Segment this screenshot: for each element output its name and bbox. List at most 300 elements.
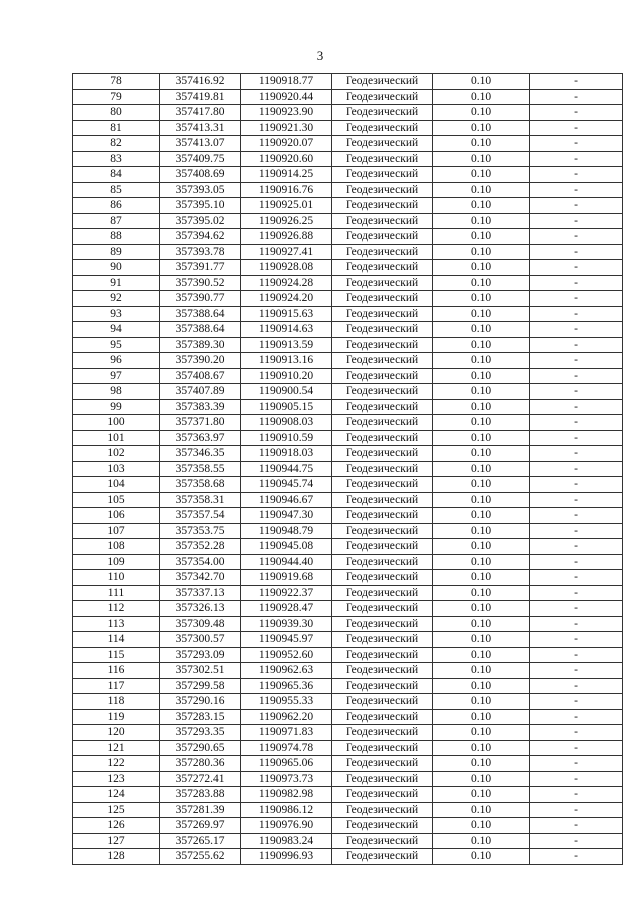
x-coordinate-cell: 357283.15 <box>160 709 241 725</box>
y-coordinate-cell: 1190918.77 <box>241 74 332 90</box>
y-coordinate-cell: 1190924.20 <box>241 291 332 307</box>
accuracy-cell: 0.10 <box>433 182 530 198</box>
x-coordinate-cell: 357407.89 <box>160 384 241 400</box>
y-coordinate-cell: 1190923.90 <box>241 105 332 121</box>
x-coordinate-cell: 357395.10 <box>160 198 241 214</box>
table-row <box>73 477 623 493</box>
x-coordinate-cell: 357390.77 <box>160 291 241 307</box>
x-coordinate-cell: 357417.80 <box>160 105 241 121</box>
method-cell: Геодезический <box>332 616 433 632</box>
table-row <box>73 399 623 415</box>
accuracy-cell: 0.10 <box>433 322 530 338</box>
point-number-cell: 89 <box>73 244 160 260</box>
note-cell: - <box>530 120 623 136</box>
point-number-cell: 105 <box>73 492 160 508</box>
note-cell: - <box>530 260 623 276</box>
accuracy-cell: 0.10 <box>433 833 530 849</box>
x-coordinate-cell: 357388.64 <box>160 322 241 338</box>
x-coordinate-cell: 357388.64 <box>160 306 241 322</box>
accuracy-cell: 0.10 <box>433 198 530 214</box>
point-number-cell: 79 <box>73 89 160 105</box>
note-cell: - <box>530 446 623 462</box>
accuracy-cell: 0.10 <box>433 771 530 787</box>
y-coordinate-cell: 1190900.54 <box>241 384 332 400</box>
table-row <box>73 353 623 369</box>
table-row <box>73 446 623 462</box>
y-coordinate-cell: 1190965.36 <box>241 678 332 694</box>
accuracy-cell: 0.10 <box>433 725 530 741</box>
note-cell: - <box>530 105 623 121</box>
y-coordinate-cell: 1190926.88 <box>241 229 332 245</box>
x-coordinate-cell: 357346.35 <box>160 446 241 462</box>
note-cell: - <box>530 275 623 291</box>
method-cell: Геодезический <box>332 368 433 384</box>
point-number-cell: 126 <box>73 818 160 834</box>
x-coordinate-cell: 357389.30 <box>160 337 241 353</box>
y-coordinate-cell: 1190971.83 <box>241 725 332 741</box>
x-coordinate-cell: 357413.07 <box>160 136 241 152</box>
x-coordinate-cell: 357393.78 <box>160 244 241 260</box>
method-cell: Геодезический <box>332 399 433 415</box>
method-cell: Геодезический <box>332 725 433 741</box>
y-coordinate-cell: 1190962.20 <box>241 709 332 725</box>
point-number-cell: 86 <box>73 198 160 214</box>
method-cell: Геодезический <box>332 74 433 90</box>
accuracy-cell: 0.10 <box>433 601 530 617</box>
point-number-cell: 117 <box>73 678 160 694</box>
note-cell: - <box>530 136 623 152</box>
y-coordinate-cell: 1190926.25 <box>241 213 332 229</box>
table-row <box>73 523 623 539</box>
y-coordinate-cell: 1190996.93 <box>241 849 332 865</box>
accuracy-cell: 0.10 <box>433 275 530 291</box>
x-coordinate-cell: 357358.55 <box>160 461 241 477</box>
method-cell: Геодезический <box>332 833 433 849</box>
accuracy-cell: 0.10 <box>433 260 530 276</box>
point-number-cell: 106 <box>73 508 160 524</box>
y-coordinate-cell: 1190973.73 <box>241 771 332 787</box>
y-coordinate-cell: 1190946.67 <box>241 492 332 508</box>
y-coordinate-cell: 1190921.30 <box>241 120 332 136</box>
point-number-cell: 78 <box>73 74 160 90</box>
y-coordinate-cell: 1190916.76 <box>241 182 332 198</box>
point-number-cell: 108 <box>73 539 160 555</box>
y-coordinate-cell: 1190986.12 <box>241 802 332 818</box>
note-cell: - <box>530 492 623 508</box>
table-row <box>73 508 623 524</box>
table-row <box>73 120 623 136</box>
accuracy-cell: 0.10 <box>433 291 530 307</box>
point-number-cell: 118 <box>73 694 160 710</box>
point-number-cell: 94 <box>73 322 160 338</box>
y-coordinate-cell: 1190910.20 <box>241 368 332 384</box>
x-coordinate-cell: 357358.68 <box>160 477 241 493</box>
x-coordinate-cell: 357408.67 <box>160 368 241 384</box>
note-cell: - <box>530 337 623 353</box>
table-row <box>73 647 623 663</box>
note-cell: - <box>530 787 623 803</box>
point-number-cell: 83 <box>73 151 160 167</box>
y-coordinate-cell: 1190922.37 <box>241 585 332 601</box>
note-cell: - <box>530 725 623 741</box>
x-coordinate-cell: 357290.65 <box>160 740 241 756</box>
accuracy-cell: 0.10 <box>433 570 530 586</box>
method-cell: Геодезический <box>332 337 433 353</box>
table-row <box>73 430 623 446</box>
method-cell: Геодезический <box>332 477 433 493</box>
point-number-cell: 115 <box>73 647 160 663</box>
y-coordinate-cell: 1190908.03 <box>241 415 332 431</box>
y-coordinate-cell: 1190945.97 <box>241 632 332 648</box>
accuracy-cell: 0.10 <box>433 554 530 570</box>
y-coordinate-cell: 1190945.08 <box>241 539 332 555</box>
table-row <box>73 678 623 694</box>
note-cell: - <box>530 167 623 183</box>
method-cell: Геодезический <box>332 151 433 167</box>
method-cell: Геодезический <box>332 508 433 524</box>
x-coordinate-cell: 357395.02 <box>160 213 241 229</box>
note-cell: - <box>530 306 623 322</box>
note-cell: - <box>530 694 623 710</box>
table-row <box>73 740 623 756</box>
x-coordinate-cell: 357353.75 <box>160 523 241 539</box>
point-number-cell: 100 <box>73 415 160 431</box>
x-coordinate-cell: 357352.28 <box>160 539 241 555</box>
note-cell: - <box>530 399 623 415</box>
accuracy-cell: 0.10 <box>433 523 530 539</box>
method-cell: Геодезический <box>332 554 433 570</box>
x-coordinate-cell: 357299.58 <box>160 678 241 694</box>
method-cell: Геодезический <box>332 849 433 865</box>
table-row <box>73 198 623 214</box>
point-number-cell: 98 <box>73 384 160 400</box>
point-number-cell: 127 <box>73 833 160 849</box>
y-coordinate-cell: 1190919.68 <box>241 570 332 586</box>
note-cell: - <box>530 709 623 725</box>
method-cell: Геодезический <box>332 523 433 539</box>
y-coordinate-cell: 1190910.59 <box>241 430 332 446</box>
method-cell: Геодезический <box>332 430 433 446</box>
point-number-cell: 120 <box>73 725 160 741</box>
method-cell: Геодезический <box>332 678 433 694</box>
table-row <box>73 306 623 322</box>
method-cell: Геодезический <box>332 182 433 198</box>
table-row <box>73 182 623 198</box>
accuracy-cell: 0.10 <box>433 213 530 229</box>
accuracy-cell: 0.10 <box>433 368 530 384</box>
method-cell: Геодезический <box>332 306 433 322</box>
y-coordinate-cell: 1190914.63 <box>241 322 332 338</box>
accuracy-cell: 0.10 <box>433 446 530 462</box>
point-number-cell: 92 <box>73 291 160 307</box>
table-row <box>73 787 623 803</box>
y-coordinate-cell: 1190925.01 <box>241 198 332 214</box>
x-coordinate-cell: 357408.69 <box>160 167 241 183</box>
x-coordinate-cell: 357409.75 <box>160 151 241 167</box>
method-cell: Геодезический <box>332 539 433 555</box>
table-row <box>73 570 623 586</box>
method-cell: Геодезический <box>332 694 433 710</box>
y-coordinate-cell: 1190924.28 <box>241 275 332 291</box>
y-coordinate-cell: 1190927.41 <box>241 244 332 260</box>
table-row <box>73 601 623 617</box>
table-row <box>73 167 623 183</box>
y-coordinate-cell: 1190947.30 <box>241 508 332 524</box>
method-cell: Геодезический <box>332 136 433 152</box>
accuracy-cell: 0.10 <box>433 756 530 772</box>
point-number-cell: 111 <box>73 585 160 601</box>
table-row <box>73 213 623 229</box>
x-coordinate-cell: 357342.70 <box>160 570 241 586</box>
point-number-cell: 101 <box>73 430 160 446</box>
point-number-cell: 90 <box>73 260 160 276</box>
method-cell: Геодезический <box>332 663 433 679</box>
x-coordinate-cell: 357293.09 <box>160 647 241 663</box>
page-number: 3 <box>316 48 324 63</box>
table-row <box>73 136 623 152</box>
note-cell: - <box>530 322 623 338</box>
y-coordinate-cell: 1190952.60 <box>241 647 332 663</box>
point-number-cell: 110 <box>73 570 160 586</box>
note-cell: - <box>530 198 623 214</box>
table-row <box>73 694 623 710</box>
point-number-cell: 123 <box>73 771 160 787</box>
accuracy-cell: 0.10 <box>433 647 530 663</box>
note-cell: - <box>530 291 623 307</box>
x-coordinate-cell: 357357.54 <box>160 508 241 524</box>
method-cell: Геодезический <box>332 244 433 260</box>
x-coordinate-cell: 357337.13 <box>160 585 241 601</box>
table-row <box>73 291 623 307</box>
method-cell: Геодезический <box>332 492 433 508</box>
accuracy-cell: 0.10 <box>433 244 530 260</box>
table-row <box>73 151 623 167</box>
y-coordinate-cell: 1190982.98 <box>241 787 332 803</box>
accuracy-cell: 0.10 <box>433 399 530 415</box>
note-cell: - <box>530 384 623 400</box>
point-number-cell: 113 <box>73 616 160 632</box>
method-cell: Геодезический <box>332 260 433 276</box>
table-row <box>73 337 623 353</box>
point-number-cell: 112 <box>73 601 160 617</box>
point-number-cell: 114 <box>73 632 160 648</box>
note-cell: - <box>530 508 623 524</box>
point-number-cell: 121 <box>73 740 160 756</box>
x-coordinate-cell: 357265.17 <box>160 833 241 849</box>
accuracy-cell: 0.10 <box>433 849 530 865</box>
note-cell: - <box>530 616 623 632</box>
x-coordinate-cell: 357290.16 <box>160 694 241 710</box>
x-coordinate-cell: 357390.52 <box>160 275 241 291</box>
method-cell: Геодезический <box>332 275 433 291</box>
table-row <box>73 554 623 570</box>
table-row <box>73 415 623 431</box>
table-row <box>73 585 623 601</box>
note-cell: - <box>530 539 623 555</box>
accuracy-cell: 0.10 <box>433 415 530 431</box>
note-cell: - <box>530 461 623 477</box>
point-number-cell: 80 <box>73 105 160 121</box>
x-coordinate-cell: 357309.48 <box>160 616 241 632</box>
accuracy-cell: 0.10 <box>433 229 530 245</box>
x-coordinate-cell: 357283.88 <box>160 787 241 803</box>
method-cell: Геодезический <box>332 709 433 725</box>
note-cell: - <box>530 756 623 772</box>
accuracy-cell: 0.10 <box>433 740 530 756</box>
note-cell: - <box>530 601 623 617</box>
method-cell: Геодезический <box>332 322 433 338</box>
accuracy-cell: 0.10 <box>433 585 530 601</box>
note-cell: - <box>530 151 623 167</box>
point-number-cell: 104 <box>73 477 160 493</box>
method-cell: Геодезический <box>332 570 433 586</box>
method-cell: Геодезический <box>332 818 433 834</box>
table-row <box>73 368 623 384</box>
note-cell: - <box>530 740 623 756</box>
point-number-cell: 93 <box>73 306 160 322</box>
table-row <box>73 663 623 679</box>
accuracy-cell: 0.10 <box>433 384 530 400</box>
accuracy-cell: 0.10 <box>433 709 530 725</box>
note-cell: - <box>530 353 623 369</box>
table-row <box>73 632 623 648</box>
note-cell: - <box>530 678 623 694</box>
method-cell: Геодезический <box>332 771 433 787</box>
method-cell: Геодезический <box>332 787 433 803</box>
table-row <box>73 461 623 477</box>
point-number-cell: 116 <box>73 663 160 679</box>
method-cell: Геодезический <box>332 213 433 229</box>
table-row <box>73 802 623 818</box>
y-coordinate-cell: 1190955.33 <box>241 694 332 710</box>
table-body <box>73 74 623 865</box>
point-number-cell: 95 <box>73 337 160 353</box>
note-cell: - <box>530 554 623 570</box>
point-number-cell: 99 <box>73 399 160 415</box>
y-coordinate-cell: 1190928.47 <box>241 601 332 617</box>
note-cell: - <box>530 523 623 539</box>
point-number-cell: 102 <box>73 446 160 462</box>
method-cell: Геодезический <box>332 384 433 400</box>
note-cell: - <box>530 663 623 679</box>
note-cell: - <box>530 802 623 818</box>
table-row <box>73 818 623 834</box>
y-coordinate-cell: 1190920.44 <box>241 89 332 105</box>
method-cell: Геодезический <box>332 89 433 105</box>
accuracy-cell: 0.10 <box>433 477 530 493</box>
y-coordinate-cell: 1190905.15 <box>241 399 332 415</box>
x-coordinate-cell: 357300.57 <box>160 632 241 648</box>
method-cell: Геодезический <box>332 647 433 663</box>
x-coordinate-cell: 357326.13 <box>160 601 241 617</box>
method-cell: Геодезический <box>332 198 433 214</box>
y-coordinate-cell: 1190965.06 <box>241 756 332 772</box>
method-cell: Геодезический <box>332 353 433 369</box>
point-number-cell: 103 <box>73 461 160 477</box>
point-number-cell: 119 <box>73 709 160 725</box>
y-coordinate-cell: 1190944.40 <box>241 554 332 570</box>
accuracy-cell: 0.10 <box>433 136 530 152</box>
note-cell: - <box>530 430 623 446</box>
table-row <box>73 849 623 865</box>
note-cell: - <box>530 833 623 849</box>
table-row <box>73 725 623 741</box>
method-cell: Геодезический <box>332 802 433 818</box>
x-coordinate-cell: 357390.20 <box>160 353 241 369</box>
x-coordinate-cell: 357280.36 <box>160 756 241 772</box>
accuracy-cell: 0.10 <box>433 120 530 136</box>
point-number-cell: 128 <box>73 849 160 865</box>
x-coordinate-cell: 357363.97 <box>160 430 241 446</box>
point-number-cell: 87 <box>73 213 160 229</box>
x-coordinate-cell: 357391.77 <box>160 260 241 276</box>
note-cell: - <box>530 74 623 90</box>
x-coordinate-cell: 357269.97 <box>160 818 241 834</box>
accuracy-cell: 0.10 <box>433 802 530 818</box>
table-row <box>73 89 623 105</box>
table-row <box>73 539 623 555</box>
point-number-cell: 91 <box>73 275 160 291</box>
y-coordinate-cell: 1190945.74 <box>241 477 332 493</box>
table-row <box>73 492 623 508</box>
table-row <box>73 275 623 291</box>
note-cell: - <box>530 647 623 663</box>
point-number-cell: 81 <box>73 120 160 136</box>
accuracy-cell: 0.10 <box>433 167 530 183</box>
x-coordinate-cell: 357354.00 <box>160 554 241 570</box>
note-cell: - <box>530 368 623 384</box>
accuracy-cell: 0.10 <box>433 787 530 803</box>
x-coordinate-cell: 357394.62 <box>160 229 241 245</box>
table-row <box>73 771 623 787</box>
coordinates-table <box>72 73 623 865</box>
accuracy-cell: 0.10 <box>433 492 530 508</box>
point-number-cell: 84 <box>73 167 160 183</box>
x-coordinate-cell: 357371.80 <box>160 415 241 431</box>
note-cell: - <box>530 570 623 586</box>
y-coordinate-cell: 1190962.63 <box>241 663 332 679</box>
y-coordinate-cell: 1190918.03 <box>241 446 332 462</box>
note-cell: - <box>530 818 623 834</box>
note-cell: - <box>530 585 623 601</box>
method-cell: Геодезический <box>332 415 433 431</box>
accuracy-cell: 0.10 <box>433 89 530 105</box>
x-coordinate-cell: 357302.51 <box>160 663 241 679</box>
method-cell: Геодезический <box>332 740 433 756</box>
table-row <box>73 260 623 276</box>
table-row <box>73 384 623 400</box>
method-cell: Геодезический <box>332 601 433 617</box>
note-cell: - <box>530 244 623 260</box>
y-coordinate-cell: 1190920.07 <box>241 136 332 152</box>
note-cell: - <box>530 213 623 229</box>
accuracy-cell: 0.10 <box>433 430 530 446</box>
table-row <box>73 229 623 245</box>
note-cell: - <box>530 229 623 245</box>
table-row <box>73 756 623 772</box>
accuracy-cell: 0.10 <box>433 616 530 632</box>
accuracy-cell: 0.10 <box>433 151 530 167</box>
x-coordinate-cell: 357358.31 <box>160 492 241 508</box>
y-coordinate-cell: 1190944.75 <box>241 461 332 477</box>
method-cell: Геодезический <box>332 167 433 183</box>
method-cell: Геодезический <box>332 291 433 307</box>
accuracy-cell: 0.10 <box>433 337 530 353</box>
accuracy-cell: 0.10 <box>433 539 530 555</box>
x-coordinate-cell: 357293.35 <box>160 725 241 741</box>
accuracy-cell: 0.10 <box>433 74 530 90</box>
note-cell: - <box>530 632 623 648</box>
